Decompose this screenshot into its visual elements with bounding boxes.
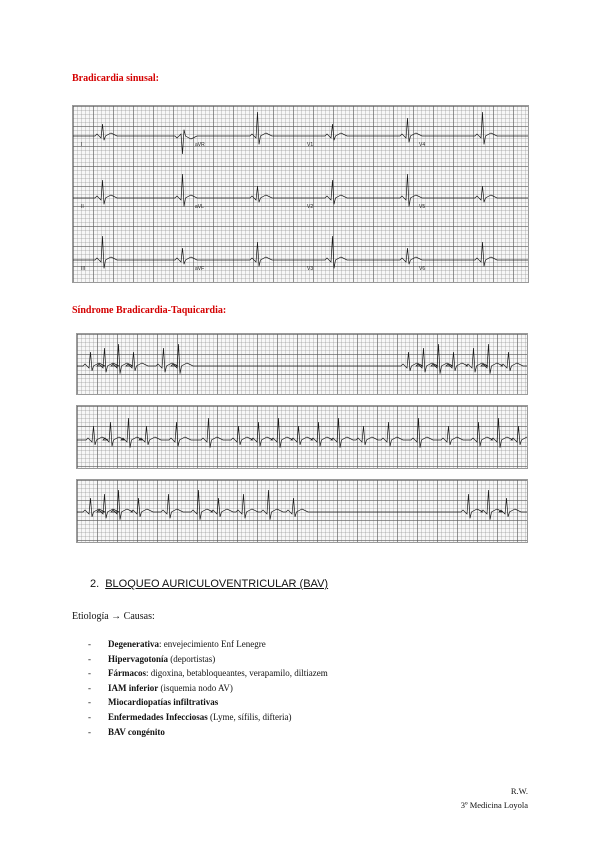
- list-bullet: -: [88, 653, 91, 664]
- cause-item: [88, 637, 328, 652]
- cause-name: BAV congénito: [108, 726, 165, 737]
- list-bullet: -: [88, 726, 91, 737]
- list-bullet: -: [88, 697, 91, 708]
- list-bullet: -: [88, 639, 91, 649]
- causes-list: [88, 637, 328, 739]
- ecg-trace: [73, 174, 528, 206]
- lead-label: V1: [307, 142, 314, 148]
- lead-label: V6: [419, 266, 426, 272]
- cause-item: [88, 725, 328, 740]
- cause-item: [88, 695, 328, 710]
- cause-item: [88, 666, 328, 681]
- rhythm-strip-3: [76, 479, 528, 543]
- rhythm-strip-trace: [77, 334, 527, 394]
- ecg-trace: [73, 112, 528, 154]
- ecg-12-lead-image: [72, 105, 529, 283]
- footer-course: 3º Medicina Loyola: [460, 800, 528, 810]
- ecg-trace: [77, 490, 527, 520]
- lead-label: V5: [419, 204, 426, 210]
- lead-label: II: [81, 204, 84, 210]
- lead-label: aVL: [195, 204, 204, 210]
- etiology-label: Etiología → Causas:: [72, 611, 155, 622]
- cause-detail: (deportistas): [168, 653, 216, 664]
- rhythm-strip-trace: [77, 406, 527, 468]
- section-heading-bav: [90, 578, 328, 590]
- rhythm-strip-1: [76, 333, 528, 395]
- ecg-12-lead-traces: [73, 106, 528, 282]
- cause-name: Miocardiopatías infiltrativas: [108, 697, 219, 708]
- lead-label: III: [81, 266, 86, 272]
- footer-author: R.W.: [510, 786, 528, 796]
- sinus-bradycardia-heading: Bradicardia sinusal:: [72, 73, 159, 84]
- lead-label: aVF: [195, 266, 205, 272]
- lead-label: V4: [419, 142, 426, 148]
- lead-label: aVR: [195, 142, 205, 148]
- cause-detail: : digoxina, betabloqueantes, verapamilo, diltiazem: [146, 668, 328, 679]
- cause-name: Degenerativa: [108, 639, 159, 649]
- ecg-trace: [77, 418, 527, 448]
- cause-item: [88, 652, 328, 667]
- brady-tachy-heading: Síndrome Bradicardia-Taquicardia:: [72, 305, 227, 316]
- section-title: BLOQUEO AURICULOVENTRICULAR (BAV): [105, 578, 329, 590]
- ecg-trace: [77, 344, 527, 374]
- cause-detail: (isquemia nodo AV): [158, 682, 233, 693]
- cause-detail: : envejecimiento Enf Lenegre: [158, 639, 266, 649]
- rhythm-strip-2: [76, 405, 528, 469]
- lead-label: V2: [307, 204, 314, 210]
- cause-item: [88, 681, 328, 696]
- cause-name: IAM inferior: [108, 682, 159, 693]
- cause-name: Hipervagotonía: [108, 653, 168, 664]
- lead-label: I: [81, 142, 83, 148]
- section-number: 2.: [90, 578, 100, 590]
- lead-label: V3: [307, 266, 314, 272]
- list-bullet: -: [88, 668, 91, 679]
- cause-name: Enfermedades Infecciosas: [108, 711, 208, 722]
- cause-item: [88, 710, 328, 725]
- cause-detail: (Lyme, sífilis, difteria): [207, 711, 292, 722]
- cause-name: Fármacos: [108, 668, 146, 679]
- rhythm-strip-trace: [77, 480, 527, 542]
- ecg-trace: [73, 236, 528, 268]
- list-bullet: -: [88, 682, 91, 693]
- list-bullet: -: [88, 711, 91, 722]
